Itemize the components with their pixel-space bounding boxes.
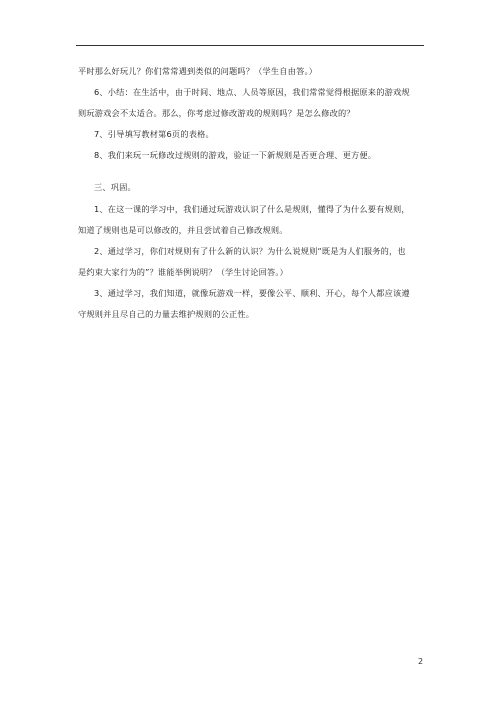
text-line: 3、通过学习，我们知道，就像玩游戏一样，要像公平、顺利、开心，每个人都应该遵 bbox=[94, 288, 410, 298]
text-line: 则玩游戏会不太适合。那么，你考虑过修改游戏的规则吗？是怎么修改的？ bbox=[78, 108, 355, 118]
section-heading bbox=[78, 177, 426, 198]
text-line: 1、在这一课的学习中，我们通过玩游戏认识了什么是规则，懂得了为什么要有规则， bbox=[94, 204, 410, 214]
text-line: 知道了规则也是可以修改的，并且尝试着自己修改规则。 bbox=[78, 225, 288, 235]
paragraph-block-2 bbox=[78, 199, 426, 325]
paragraph-block-1 bbox=[78, 61, 426, 166]
text-line: 8、我们来玩一玩修改过规则的游戏，验证一下新规则是否更合理、更方便。 bbox=[94, 150, 377, 160]
text-line: 7、引导填写教材第6页的表格。 bbox=[94, 129, 214, 139]
header-rule bbox=[76, 45, 424, 46]
text-line: 是约束大家行为的”？谁能举例说明？（学生讨论回答。） bbox=[78, 267, 289, 277]
text-line: 2、通过学习，你们对规则有了什么新的认识？为什么说规则“既是为人们服务的，也 bbox=[94, 246, 406, 256]
text-line: 守规则并且尽自己的力量去维护规则的公正性。 bbox=[78, 309, 255, 319]
text-line: 6、小结：在生活中，由于时间、地点、人员等原因，我们常常觉得根据原来的游戏规 bbox=[94, 87, 410, 97]
section-heading-text: 三、巩固。 bbox=[94, 182, 136, 192]
page-number: 2 bbox=[418, 657, 424, 666]
text-line: 平时那么好玩儿？你们常常遇到类似的问题吗？（学生自由答。） bbox=[78, 66, 318, 76]
